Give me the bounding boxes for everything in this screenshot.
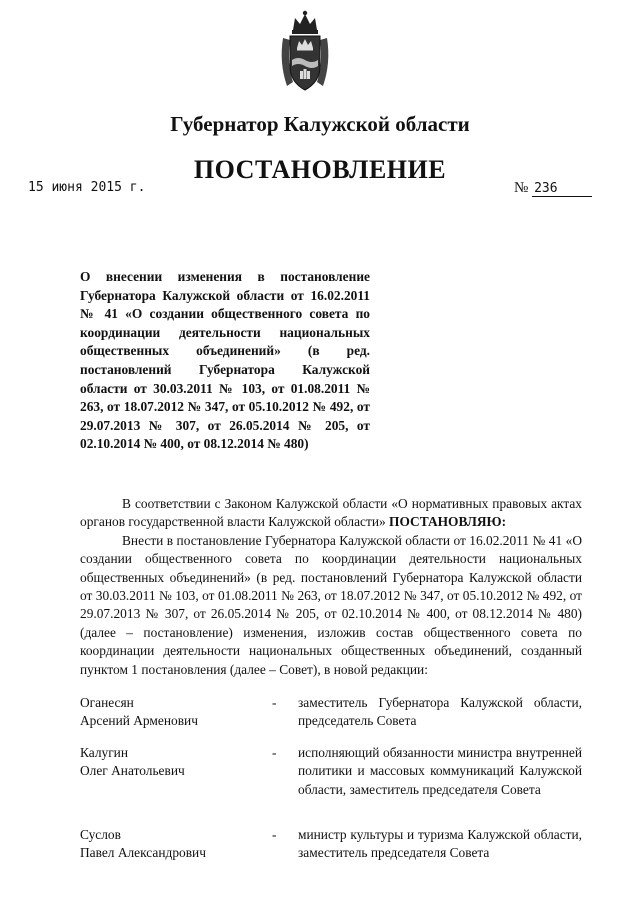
document-number bbox=[514, 180, 592, 197]
decree-keyword: ПОСТАНОВЛЯЮ: bbox=[389, 514, 507, 530]
member-surname: Оганесян bbox=[80, 695, 134, 710]
member-role: заместитель Губернатора Калужской области, председатель Совета bbox=[298, 695, 582, 729]
document-type: ПОСТАНОВЛЕНИЕ bbox=[193, 155, 447, 184]
member-name bbox=[80, 744, 260, 781]
amendment-paragraph: Внести в постановление Губернатора Калужской области от 16.02.2011 № 41 «О создании общественного совета по координации деятельности национальных общественных объединений» (в ред. постановлений Губернатора Калужской области от 30.03.2011 № 103, от 01.08.2011 № 263, от 18.07.2012 № 347, от 05.10.2012 № 492, от 29.07.2013 № 307, от 26.05.2014 № 205, от 02.10.2014 № 400, от 08.12.2014 № 480) (далее – постановление) изменения, изложив состав общественного совета по координации деятельности национальных общественных объединений, созданный пунктом 1 постановления (далее – Совет), в новой редакции: bbox=[80, 532, 582, 677]
member-name bbox=[80, 694, 260, 731]
member-surname: Суслов bbox=[80, 827, 121, 842]
kaluga-coat-of-arms-icon bbox=[277, 8, 333, 94]
member-given-names: Павел Александрович bbox=[80, 845, 206, 861]
number-label: № bbox=[514, 180, 529, 196]
member-dash: - bbox=[272, 827, 277, 842]
member-given-names: Олег Анатольевич bbox=[80, 763, 185, 779]
member-dash: - bbox=[272, 745, 277, 760]
authority-title: Губернатор Калужской области bbox=[170, 112, 470, 136]
number-value: 236 bbox=[532, 181, 592, 197]
preamble-paragraph bbox=[80, 495, 582, 532]
member-given-names: Арсений Арменович bbox=[80, 713, 198, 729]
member-dash: - bbox=[272, 695, 277, 710]
document-title: О внесении изменения в постановление Губернатора Калужской области от 16.02.2011 № 41 «О создании общественного совета по координации деятельности национальных общественных объединений» (в ред. постановлений Губернатора Калужской области от 30.03.2011 № 103, от 01.08.2011 № 263, от 18.07.2012 № 347, от 05.10.2012 № 492, от 29.07.2013 № 307, от 26.05.2014 № 205, от 02.10.2014 № 400, от 08.12.2014 № 480) bbox=[80, 269, 370, 452]
member-surname: Калугин bbox=[80, 745, 129, 760]
member-role: министр культуры и туризма Калужской области, заместитель председателя Совета bbox=[298, 827, 582, 861]
preamble-text: В соответствии с Законом Калужской области «О нормативных правовых актах органов государственной власти Калужской области» bbox=[80, 496, 582, 530]
member-role: исполняющий обязанности министра внутренней политики и массовых коммуникаций Калужской области, заместитель председателя Совета bbox=[298, 745, 582, 797]
member-name bbox=[80, 826, 260, 863]
document-date: 15 июня 2015 г. bbox=[28, 180, 146, 195]
document-body bbox=[80, 495, 582, 679]
